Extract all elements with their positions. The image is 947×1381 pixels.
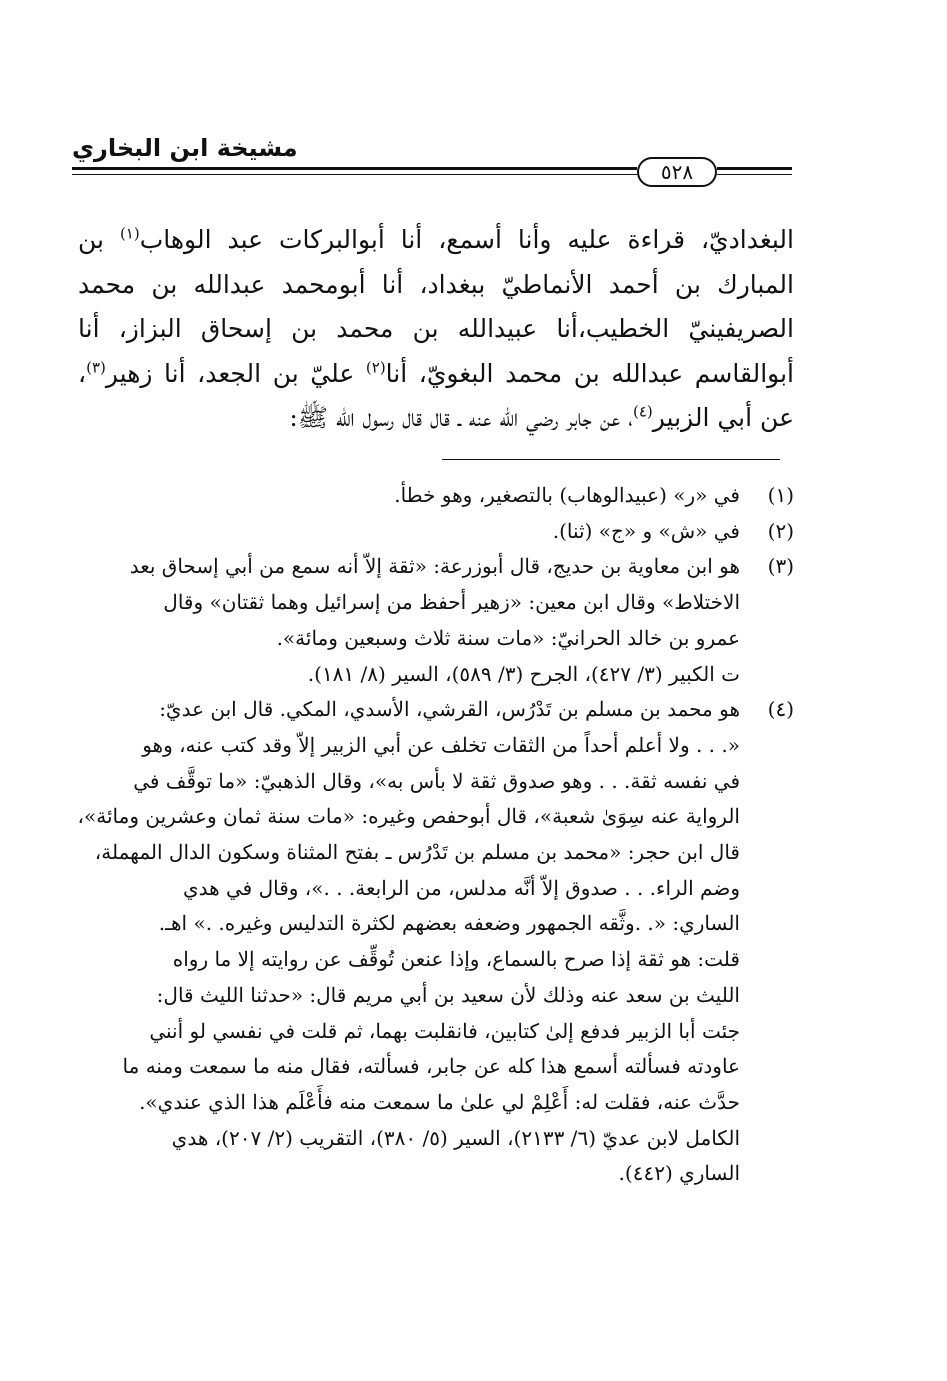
footnote-1 [72,478,794,514]
footnote-number: (٢) [767,518,794,543]
footnote-line: الرواية عنه سِوَىٰ شعبة»، قال أبوحفص وغيره: «مات سنة ثمان وعشرين ومائة»، [77,804,740,829]
footnote-line: هو محمد بن مسلم بن تَدْرُس، القرشي، الأسدي، المكي. قال ابن عديّ: [159,697,740,722]
footnote-reference[interactable]: (٢) [365,358,386,377]
footnote-separator [442,459,780,460]
footnote-reference[interactable]: (٣) [86,358,106,377]
header-rule-left-thin [72,174,637,175]
header-rule-left-thick [72,167,637,170]
footnote-number: (١) [767,483,794,507]
footnote-number: (٤) [767,697,794,722]
footnote-reference[interactable]: (٤) [632,402,653,421]
body-text-segment: البغداديّ، قراءة عليه وأنا أسمع، أنا أبوالبركات عبد الوهاب [139,225,794,254]
footnote-line: الاختلاط» وقال ابن معين: «زهير أحفظ من إسرائيل وهما ثقتان» وقال [163,590,740,615]
footnote-text [72,514,740,550]
body-text-segment: ، عن أبي الزبير [78,358,794,432]
footnote-line: الساري: «. .وثَّقه الجمهور وضعفه بعضهم لكثرة التدليس وغيره. .» اهـ. [158,911,740,936]
footnote-4 [72,692,794,1192]
footnote-line: الكامل لابن عديّ (٦/ ٢١٣٣)، السير (٥/ ٣٨٠)، التقريب (٢/ ٢٠٧)، هدي [171,1125,740,1150]
footnote-line: جئت أبا الزبير فدفع إلىٰ كتابين، فانقلبت بهما، ثم قلت في نفسي لو أنني [149,1018,740,1043]
footnotes [72,478,794,1192]
footnote-line: قلت: هو ثقة إذا صرح بالسماع، وإذا عنعن تُوقِّف عن روايته إلا ما رواه [172,947,740,972]
footnote-line: في «ش» و «ج» (ثنا). [552,518,740,543]
header-rule-right-thick [717,167,792,170]
running-title: مشيخة ابن البخاري [72,134,298,162]
footnote-text [72,692,740,1192]
footnote-line: في نفسه ثقة. . . وهو صدوق ثقة لا بأس به»، وقال الذهبيّ: «ما توقَّف في [133,768,740,793]
footnote-line: الساري (٤٤٢). [618,1161,740,1186]
header-rule-right-thin [717,174,792,175]
body-text-segment: عليّ بن الجعد، أنا زهير [105,358,366,388]
body-text-segment: ، عن جابر رضي الله عنه ـ قال قال رسول الله ﷺ: [289,403,633,432]
footnote-line: حدَّث عنه، فقلت له: أَعْلِمْ لي علىٰ ما سمعت منه فأَعْلَم هذا الذي عندي». [139,1089,740,1114]
footnote-line: الليث بن سعد عنه وذلك لأن سعيد بن أبي مريم قال: «حدثنا الليث قال: [156,982,740,1007]
body-text-segment: بن المبارك بن أحمد الأنماطيّ ببغداد، أنا أبومحمد عبدالله بن محمد الصريفينيّ الخطيب،أنا عبيدالله بن محمد بن إسحاق البزاز، أنا أبوالقاسم عبدالله بن محمد البغويّ، أنا [78,225,794,388]
footnote-line: ت الكبير (٣/ ٤٢٧)، الجرح (٣/ ٥٨٩)، السير (٨/ ١٨١). [307,661,740,686]
footnote-reference[interactable]: (١) [119,224,140,243]
footnote-line: عمرو بن خالد الحرانيّ: «مات سنة ثلاث وسبعين ومائة». [276,625,740,650]
footnote-text [72,478,740,514]
footnote-line: «. . . ولا أعلم أحداً من الثقات تخلف عن أبي الزبير إلاّ وقد كتب عنه، وهو [142,732,740,757]
footnote-number: (٣) [767,554,794,579]
footnote-line: عاودته فسألته أسمع هذا كله عن جابر، فسألته، فقال منه ما سمعت ومنه ما [122,1054,740,1079]
footnote-line: هو ابن معاوية بن حديج، قال أبوزرعة: «ثقة إلاّ أنه سمع من أبي إسحاق بعد [129,554,740,579]
footnote-text [72,549,740,692]
footnote-line: في «ر» (عبيدالوهاب) بالتصغير، وهو خطأ. [394,483,740,507]
footnote-line: قال ابن حجر: «محمد بن مسلم بن تَدْرُس ـ بفتح المثناة وسكون الدال المهملة، [94,840,740,865]
main-text [78,218,794,441]
page-number: ٥٢٨ [637,157,717,187]
footnote-3 [72,549,794,692]
footnote-line: وضم الراء. . . صدوق إلاّ أنَّه مدلس، من الرابعة. . .»، وقال في هدي [182,875,740,900]
footnote-2 [72,514,794,550]
